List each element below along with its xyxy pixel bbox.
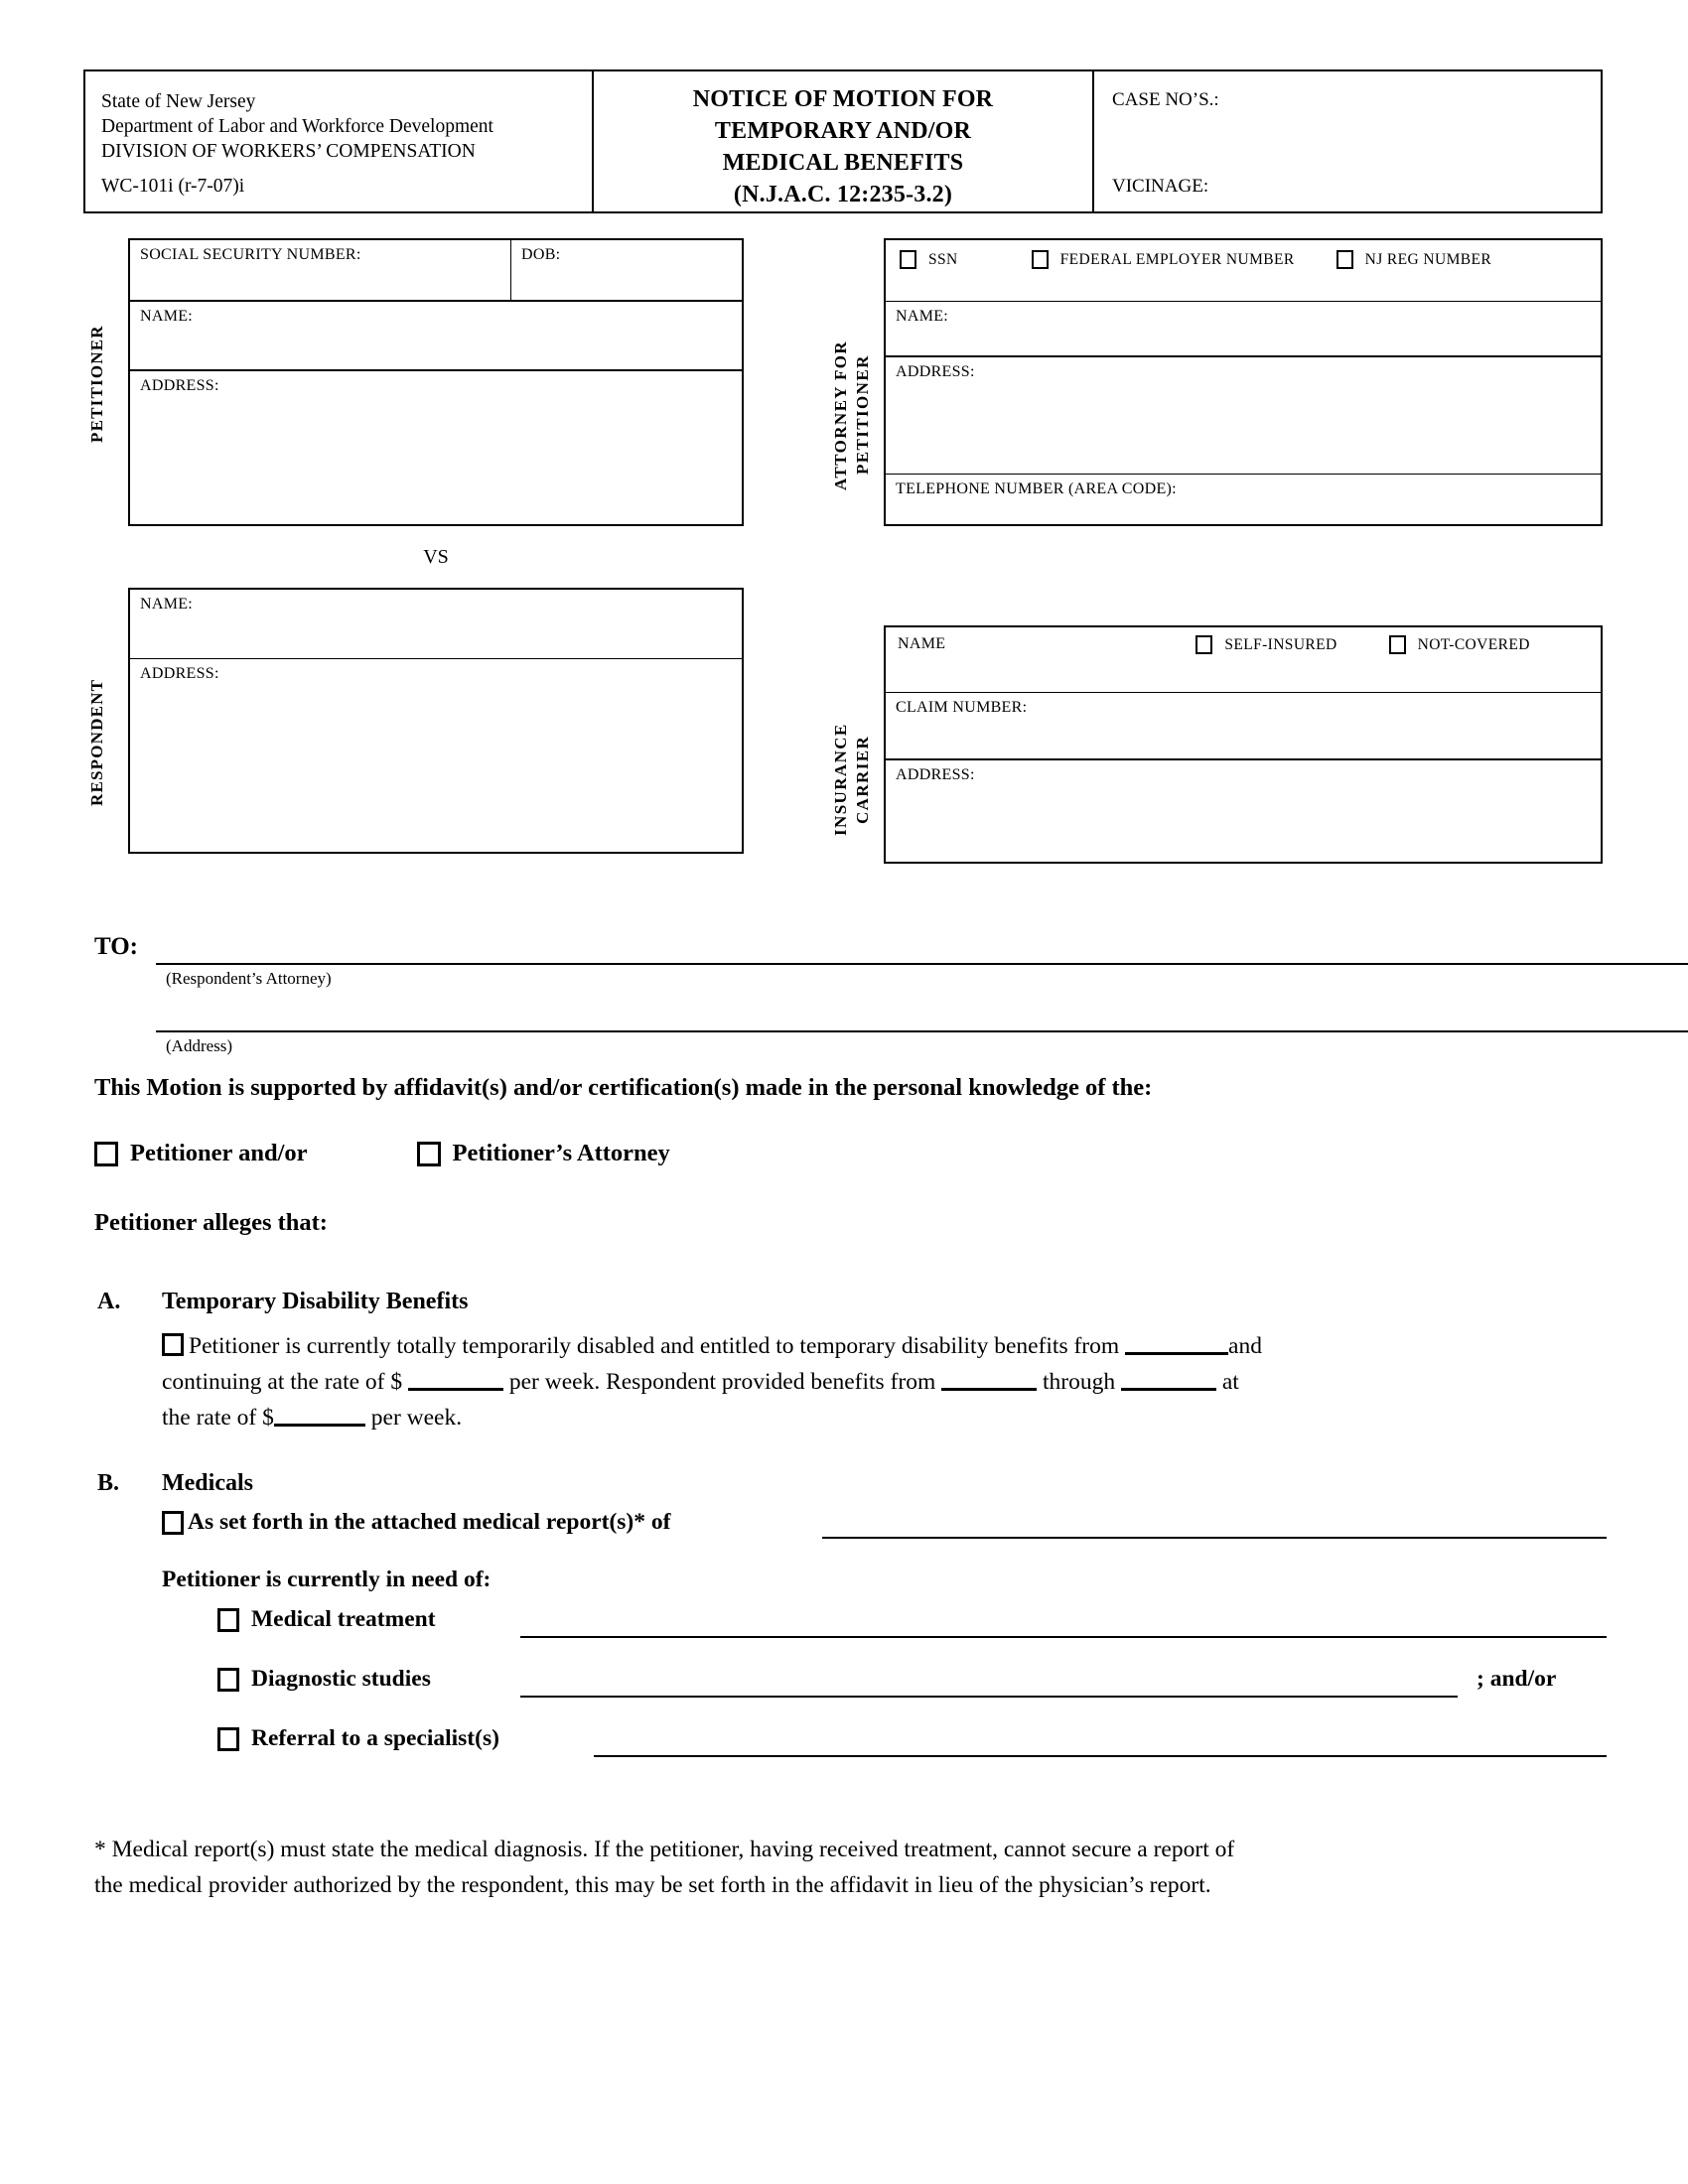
form-title-citation: (N.J.A.C. 12:235-3.2) [733, 182, 953, 207]
case-number-label: CASE NO’S.: [1112, 89, 1219, 110]
petitioner-dob-field[interactable] [511, 240, 742, 300]
diagnostic-studies-suffix: ; and/or [1477, 1666, 1557, 1692]
footnote-block [94, 1832, 1614, 1903]
diagnostic-studies-input-line[interactable] [520, 1696, 1458, 1698]
case-info-block [1094, 71, 1601, 211]
agency-block [85, 71, 594, 211]
checkbox-temporary-disability[interactable] [162, 1333, 184, 1356]
respondent-side-label: RESPONDENT [87, 678, 106, 807]
insurance-name-label: NAME [898, 635, 946, 652]
checkbox-ssn[interactable] [900, 250, 916, 269]
motion-support-statement: This Motion is supported by affidavit(s) and/or certification(s) made in the personal knowledge of the: [94, 1074, 1153, 1101]
to-address-caption: (Address) [166, 1036, 233, 1055]
insurance-address-field[interactable] [886, 760, 1601, 862]
insurance-not-covered-label: NOT-COVERED [1417, 635, 1530, 653]
support-option-petitioner-label: Petitioner and/or [130, 1140, 308, 1166]
checkbox-nj-reg-number[interactable] [1336, 250, 1353, 269]
support-option-petitioner[interactable] [94, 1140, 308, 1167]
petitioner-alleges-statement: Petitioner alleges that: [94, 1209, 328, 1236]
form-title-line-2: TEMPORARY AND/OR [714, 118, 972, 144]
checkbox-medical-treatment[interactable] [217, 1608, 239, 1632]
petitioner-ssn-field[interactable] [130, 240, 511, 300]
need-option-medical-treatment-label: Medical treatment [251, 1606, 436, 1632]
insurance-claim-number-field[interactable] [886, 693, 1601, 760]
petitioner-name-field[interactable] [130, 302, 742, 371]
form-title-line-3: MEDICAL BENEFITS [722, 150, 964, 176]
attorney-address-label: ADDRESS: [896, 363, 975, 380]
checkbox-attached-medical-report[interactable] [162, 1511, 184, 1535]
section-a-letter: A. [97, 1289, 121, 1314]
checkbox-referral-specialist[interactable] [217, 1727, 239, 1751]
attorney-id-type-row [886, 240, 1601, 302]
attorney-id-option-federal-employer-number[interactable] [1032, 250, 1295, 269]
form-header-table [83, 69, 1603, 213]
section-b-need-label: Petitioner is currently in need of: [162, 1567, 492, 1592]
attorney-id-option-ssn[interactable] [900, 250, 958, 269]
section-b-attached-report-label: As set forth in the attached medical report(s)* of [188, 1509, 671, 1535]
need-option-diagnostic-studies-label: Diagnostic studies [251, 1666, 431, 1692]
support-option-petitioners-attorney-label: Petitioner’s Attorney [452, 1140, 670, 1166]
attached-report-input-line[interactable] [822, 1537, 1607, 1539]
need-option-referral-specialist[interactable] [217, 1725, 499, 1752]
need-option-referral-specialist-label: Referral to a specialist(s) [251, 1725, 499, 1751]
footnote-line-1: * Medical report(s) must state the medical diagnosis. If the petitioner, having received treatment, cannot secure a report of [94, 1837, 1235, 1862]
insurance-side-label-line-1: INSURANCE [831, 723, 850, 836]
support-option-petitioners-attorney[interactable] [417, 1140, 670, 1167]
section-a-text-6: at [1221, 1369, 1239, 1395]
attorney-address-field[interactable] [886, 357, 1601, 475]
section-a-blank-rate[interactable] [408, 1388, 503, 1391]
vicinage-label: VICINAGE: [1112, 176, 1209, 197]
insurance-claim-number-label: CLAIM NUMBER: [896, 699, 1028, 716]
respondent-attorney-input-line[interactable] [156, 963, 1688, 965]
petitioner-address-label: ADDRESS: [140, 377, 219, 394]
section-a-text-2: and [1228, 1333, 1262, 1359]
section-a-text-7: the rate of $ [162, 1405, 274, 1431]
support-options-row [94, 1140, 670, 1167]
respondent-attorney-caption: (Respondent’s Attorney) [166, 969, 332, 988]
medical-treatment-input-line[interactable] [520, 1636, 1607, 1638]
checkbox-self-insured[interactable] [1196, 635, 1212, 654]
attorney-for-petitioner-box [884, 238, 1603, 526]
attorney-side-label [830, 316, 874, 514]
agency-line-department: Department of Labor and Workforce Development [101, 116, 493, 137]
form-title-line-1: NOTICE OF MOTION FOR [692, 86, 994, 112]
petitioner-ssn-dob-row [130, 240, 742, 302]
petitioner-box [128, 238, 744, 526]
checkbox-federal-employer-number[interactable] [1032, 250, 1049, 269]
form-number: WC-101i (r-7-07)i [101, 176, 245, 197]
petitioner-ssn-label: SOCIAL SECURITY NUMBER: [140, 246, 361, 263]
insurance-address-label: ADDRESS: [896, 766, 975, 783]
form-title-block [594, 71, 1094, 211]
to-label: TO: [94, 933, 138, 960]
versus-label: VS [423, 546, 449, 568]
referral-specialist-input-line[interactable] [594, 1755, 1607, 1757]
need-option-diagnostic-studies[interactable] [217, 1666, 431, 1693]
section-a-blank-provided-through[interactable] [1121, 1388, 1216, 1391]
petitioner-side-label: PETITIONER [87, 325, 106, 444]
attorney-id-option-federal-employer-number-label: FEDERAL EMPLOYER NUMBER [1059, 250, 1295, 268]
checkbox-diagnostic-studies[interactable] [217, 1668, 239, 1692]
attorney-name-label: NAME: [896, 308, 949, 325]
attorney-telephone-label: TELEPHONE NUMBER (AREA CODE): [896, 480, 1177, 497]
agency-line-state: State of New Jersey [101, 91, 256, 112]
insurance-self-insured-option[interactable] [1196, 635, 1336, 654]
agency-line-division: DIVISION OF WORKERS’ COMPENSATION [101, 141, 476, 162]
checkbox-petitioner[interactable] [94, 1142, 118, 1166]
checkbox-petitioners-attorney[interactable] [417, 1142, 441, 1166]
section-a-text-3: continuing at the rate of $ [162, 1369, 403, 1395]
party-information-area [83, 238, 1603, 893]
section-a-title: Temporary Disability Benefits [162, 1289, 469, 1314]
respondent-address-label: ADDRESS: [140, 665, 219, 682]
attorney-id-option-ssn-label: SSN [928, 250, 958, 268]
attorney-side-label-line-1: ATTORNEY FOR [831, 340, 850, 490]
to-address-input-line[interactable] [156, 1030, 1688, 1032]
section-b-attached-report-row[interactable] [162, 1509, 670, 1536]
insurance-carrier-box [884, 625, 1603, 864]
respondent-box [128, 588, 744, 854]
attorney-side-label-line-2: PETITIONER [853, 354, 872, 476]
insurance-side-label-line-2: CARRIER [853, 735, 872, 824]
section-b-letter: B. [97, 1470, 120, 1496]
attorney-name-field[interactable] [886, 302, 1601, 357]
attorney-telephone-field[interactable] [886, 475, 1601, 524]
section-a-blank-respondent-rate[interactable] [274, 1424, 365, 1427]
respondent-name-field[interactable] [130, 590, 742, 659]
section-b-title: Medicals [162, 1470, 253, 1496]
section-a-body [162, 1328, 1602, 1435]
insurance-not-covered-option[interactable] [1389, 635, 1530, 654]
insurance-self-insured-label: SELF-INSURED [1224, 635, 1337, 653]
section-a-text-8: per week. [370, 1405, 463, 1431]
respondent-name-label: NAME: [140, 596, 194, 613]
section-a-text-4: per week. Respondent provided benefits from [508, 1369, 936, 1395]
respondent-address-field[interactable] [130, 659, 742, 852]
attorney-id-option-nj-reg-number[interactable] [1336, 250, 1492, 269]
section-a-text-5: through [1043, 1369, 1116, 1395]
attorney-id-option-nj-reg-number-label: NJ REG NUMBER [1364, 250, 1492, 268]
insurance-carrier-side-label [830, 700, 874, 859]
need-option-medical-treatment[interactable] [217, 1606, 436, 1633]
insurance-name-row [886, 627, 1601, 693]
section-a-text-1: Petitioner is currently totally temporarily disabled and entitled to temporary disability benefits from [189, 1333, 1120, 1359]
petitioner-address-field[interactable] [130, 371, 742, 524]
footnote-line-2: the medical provider authorized by the respondent, this may be set forth in the affidavit in lieu of the physician’s report. [94, 1872, 1211, 1898]
section-a-blank-provided-from[interactable] [941, 1388, 1037, 1391]
section-a-blank-from-date[interactable] [1125, 1352, 1228, 1355]
petitioner-name-label: NAME: [140, 308, 194, 325]
checkbox-not-covered[interactable] [1389, 635, 1406, 654]
petitioner-dob-label: DOB: [521, 246, 561, 263]
